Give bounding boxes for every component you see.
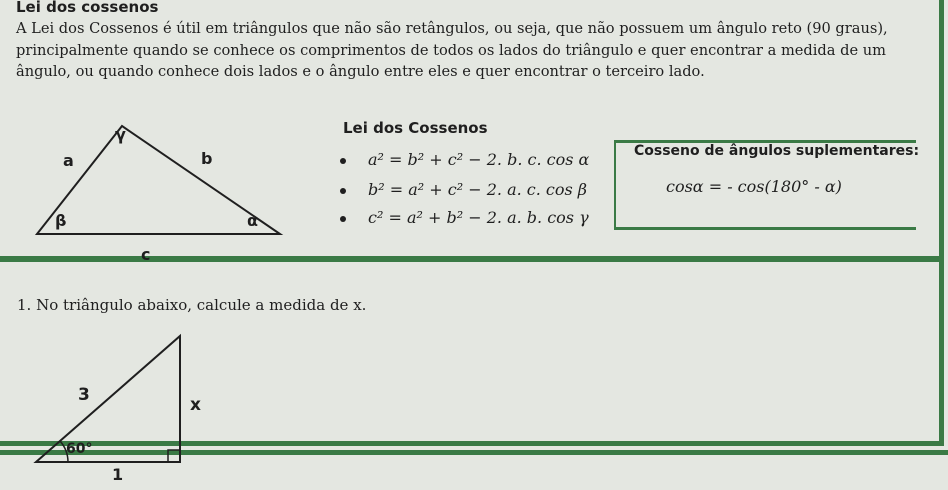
- side-hyp-label: 3: [78, 385, 90, 405]
- label-beta: β: [55, 211, 67, 230]
- base-label: 1: [112, 465, 124, 480]
- formula-row: [340, 180, 587, 199]
- formula-c: c² = a² + b² − 2. a. b. cos γ: [368, 208, 589, 227]
- angle-label: 60°: [66, 441, 93, 457]
- formula-row: [340, 208, 589, 227]
- label-a: a: [63, 151, 74, 170]
- formula-row: [340, 150, 589, 169]
- bullet-icon: [340, 216, 346, 222]
- law-subtitle: Lei dos Cossenos: [343, 119, 488, 137]
- side-x-label: x: [190, 395, 201, 415]
- supplementary-title: Cosseno de ângulos suplementares:: [634, 143, 920, 159]
- label-c: c: [141, 245, 151, 262]
- question-text: 1. No triângulo abaixo, calcule a medida de x.: [17, 296, 367, 314]
- label-gamma: γ: [115, 125, 126, 144]
- label-b: b: [201, 149, 213, 168]
- triangle-shape: [37, 126, 280, 234]
- intro-paragraph: A Lei dos Cossenos é útil em triângulos que não são retângulos, ou seja, que não possuem um ângulo reto (90 graus), principalmente quando se conhece os comprimentos de todos os lados do triângulo e quer encontrar a medida de um ângulo, ou quando conhece dois lados e o ângulo entre eles e quer encontrar o terceiro lado.: [16, 20, 888, 80]
- right-angle-mark: [168, 450, 180, 462]
- right-triangle-shape: [36, 336, 180, 462]
- bullet-icon: [340, 188, 346, 194]
- supplementary-formula: cosα = - cos(180° - α): [666, 177, 842, 196]
- page-title: Lei dos cossenos: [16, 0, 159, 16]
- formula-b: b² = a² + c² − 2. a. c. cos β: [368, 180, 588, 199]
- label-alpha: α: [247, 211, 258, 230]
- bullet-icon: [340, 158, 346, 164]
- triangle-diagram: [25, 122, 285, 262]
- right-triangle-diagram: [30, 330, 230, 480]
- formula-a: a² = b² + c² − 2. b. c. cos α: [368, 150, 590, 169]
